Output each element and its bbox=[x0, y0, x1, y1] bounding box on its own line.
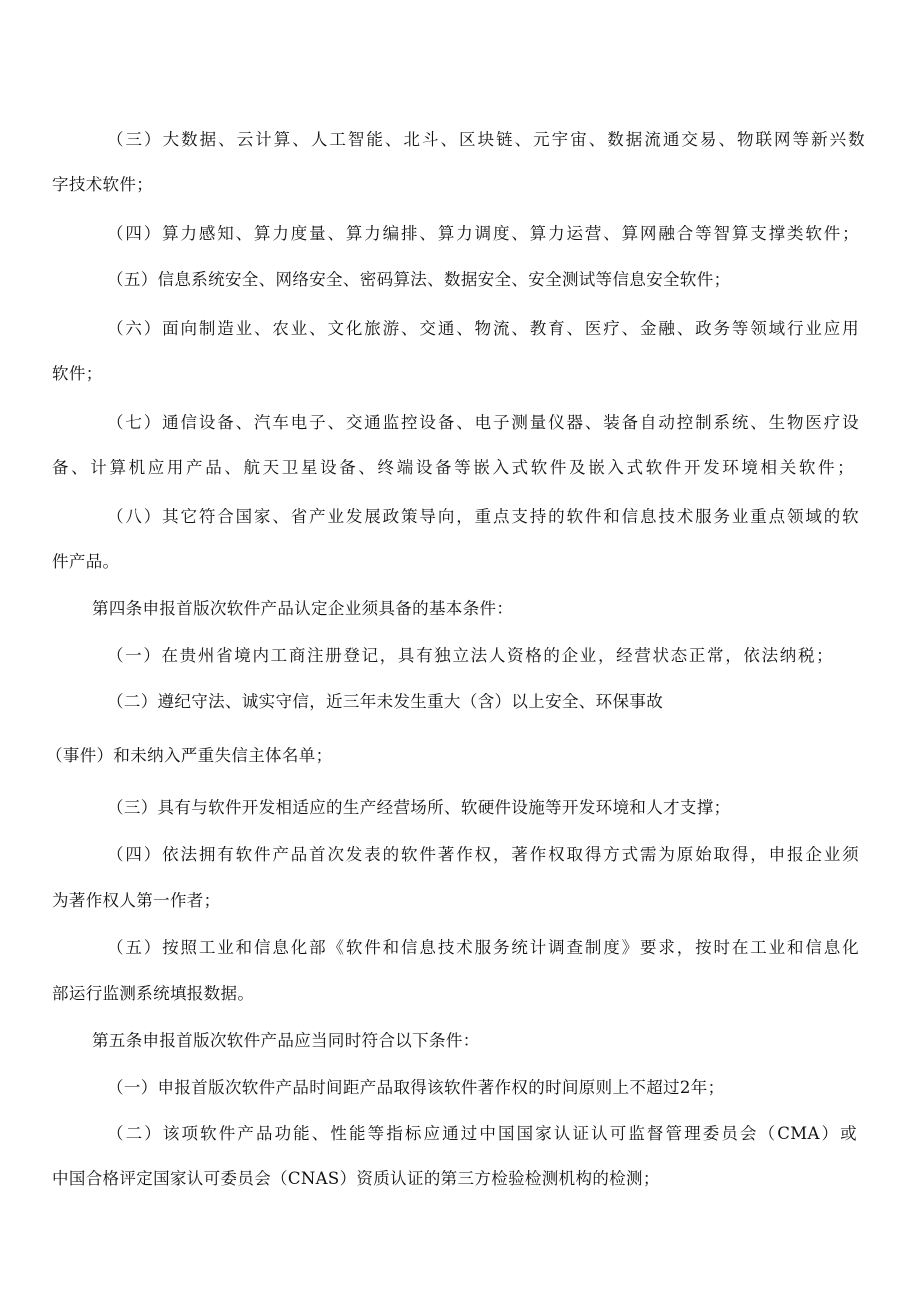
text-line: （七）通信设备、汽车电子、交通监控设备、电子测量仪器、装备自动控制系统、生物医疗设 bbox=[107, 413, 859, 432]
text-line: （事件）和未纳入严重失信主体名单； bbox=[46, 746, 333, 765]
text-line: （五）按照工业和信息化部《软件和信息技术服务统计调查制度》要求，按时在工业和信息化 bbox=[107, 938, 859, 957]
text-line: （三）具有与软件开发相适应的生产经营场所、软硬件设施等开发环境和人才支撑； bbox=[107, 798, 731, 817]
text-line: （二）遵纪守法、诚实守信，近三年未发生重大（含）以上安全、环保事故 bbox=[107, 692, 664, 711]
text-line: （二）该项软件产品功能、性能等指标应通过中国国家认证认可监督管理委员会（CMA）或 bbox=[107, 1124, 857, 1143]
text-line: （一）申报首版次软件产品时间距产品取得该软件著作权的时间原则上不超过2年； bbox=[107, 1078, 725, 1097]
text-line: （三）大数据、云计算、人工智能、北斗、区块链、元宇宙、数据流通交易、物联网等新兴数 bbox=[107, 130, 865, 149]
text-line: （四）依法拥有软件产品首次发表的软件著作权，著作权取得方式需为原始取得，申报企业须 bbox=[107, 845, 859, 864]
text-line: 中国合格评定国家认可委员会（CNAS）资质认证的第三方检验检测机构的检测； bbox=[52, 1169, 660, 1188]
text-line: （六）面向制造业、农业、文化旅游、交通、物流、教育、医疗、金融、政务等领域行业应用 bbox=[107, 319, 859, 338]
text-line: 字技术软件； bbox=[52, 175, 154, 194]
text-line: 部运行监测系统填报数据。 bbox=[52, 984, 255, 1003]
text-line: 为著作权人第一作者； bbox=[52, 891, 221, 910]
text-line: （四）算力感知、算力度量、算力编排、算力调度、算力运营、算网融合等智算支撑类软件； bbox=[107, 224, 859, 243]
text-line: （八）其它符合国家、省产业发展政策导向，重点支持的软件和信息技术服务业重点领域的软 bbox=[107, 507, 859, 526]
section-heading: 第五条申报首版次软件产品应当同时符合以下条件： bbox=[92, 1031, 480, 1050]
text-line: （一）在贵州省境内工商注册登记，具有独立法人资格的企业，经营状态正常，依法纳税； bbox=[107, 646, 833, 665]
text-line: 备、计算机应用产品、航天卫星设备、终端设备等嵌入式软件及嵌入式软件开发环境相关软件； bbox=[52, 458, 854, 477]
text-line: 件产品。 bbox=[52, 552, 120, 571]
text-line: （五）信息系统安全、网络安全、密码算法、数据安全、安全测试等信息安全软件； bbox=[107, 270, 731, 289]
text-line: 软件； bbox=[52, 364, 103, 383]
section-heading: 第四条申报首版次软件产品认定企业须具备的基本条件： bbox=[92, 599, 514, 618]
